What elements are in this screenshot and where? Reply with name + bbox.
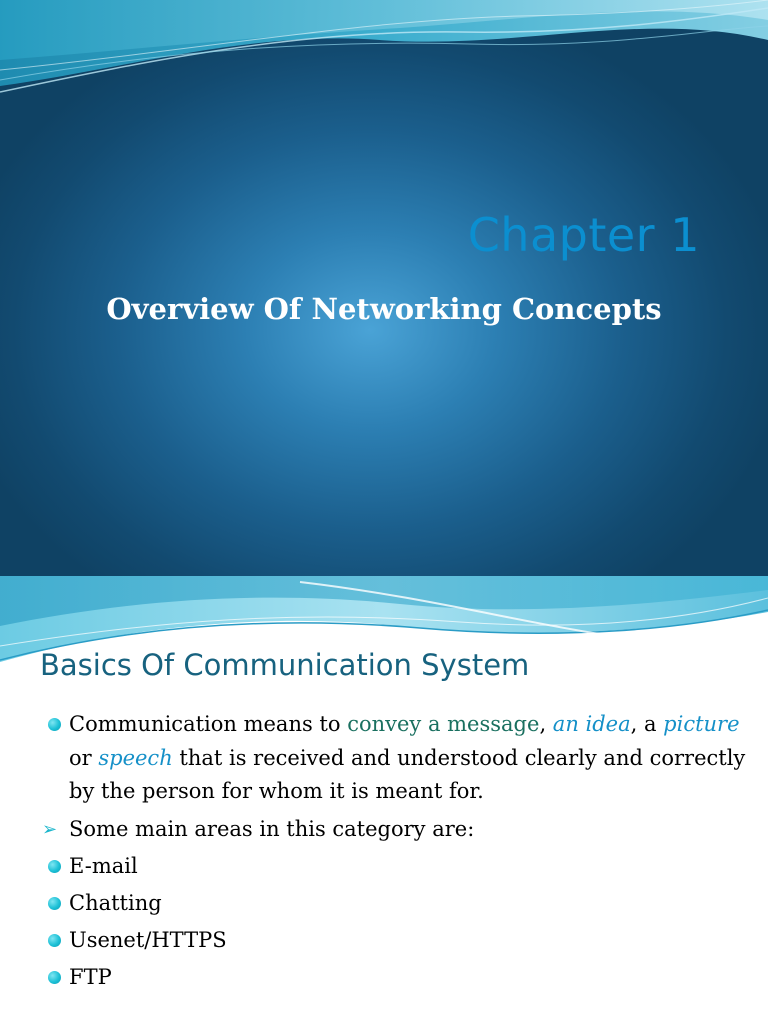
list-item <box>48 924 748 957</box>
cyan-dot-icon <box>48 934 61 947</box>
list-item <box>48 850 748 883</box>
paragraph-text: or <box>69 745 99 770</box>
cyan-dot-icon <box>48 971 61 984</box>
highlight-text: picture <box>663 712 740 736</box>
slide-heading: Basics Of Communication System <box>40 648 530 682</box>
slide-subtitle: Overview Of Networking Concepts <box>106 292 662 326</box>
cyan-dot-icon <box>48 897 61 910</box>
list-item-label: Chatting <box>69 890 162 915</box>
paragraph-text: , a <box>630 712 664 736</box>
highlight-text: an idea <box>552 712 631 736</box>
cyan-dot-icon <box>48 860 61 873</box>
list-item-label: Usenet/HTTPS <box>69 927 227 952</box>
bullet-definition <box>48 708 748 809</box>
list-item-label: FTP <box>69 964 112 989</box>
slide-title: Chapter 1 <box>467 208 700 262</box>
paragraph-text: , <box>539 712 553 736</box>
paragraph-text: that is received and understood clearly and correctly by the person for whom it is meant for. <box>69 745 746 803</box>
content-slide <box>0 576 768 1024</box>
wave-decoration <box>0 0 768 120</box>
intro-text: Some main areas in this category are: <box>69 816 475 841</box>
cyan-dot-icon <box>48 718 61 731</box>
bullet-content <box>42 708 748 994</box>
highlight-text: speech <box>98 745 173 770</box>
list-item <box>48 961 748 994</box>
paragraph-text: Communication means to <box>69 712 348 736</box>
list-item <box>48 887 748 920</box>
highlight-text: convey a message <box>347 712 540 736</box>
bullet-intro <box>42 813 748 846</box>
arrow-bullet-icon: ➢ <box>42 818 58 840</box>
list-item-label: E-mail <box>69 853 138 878</box>
